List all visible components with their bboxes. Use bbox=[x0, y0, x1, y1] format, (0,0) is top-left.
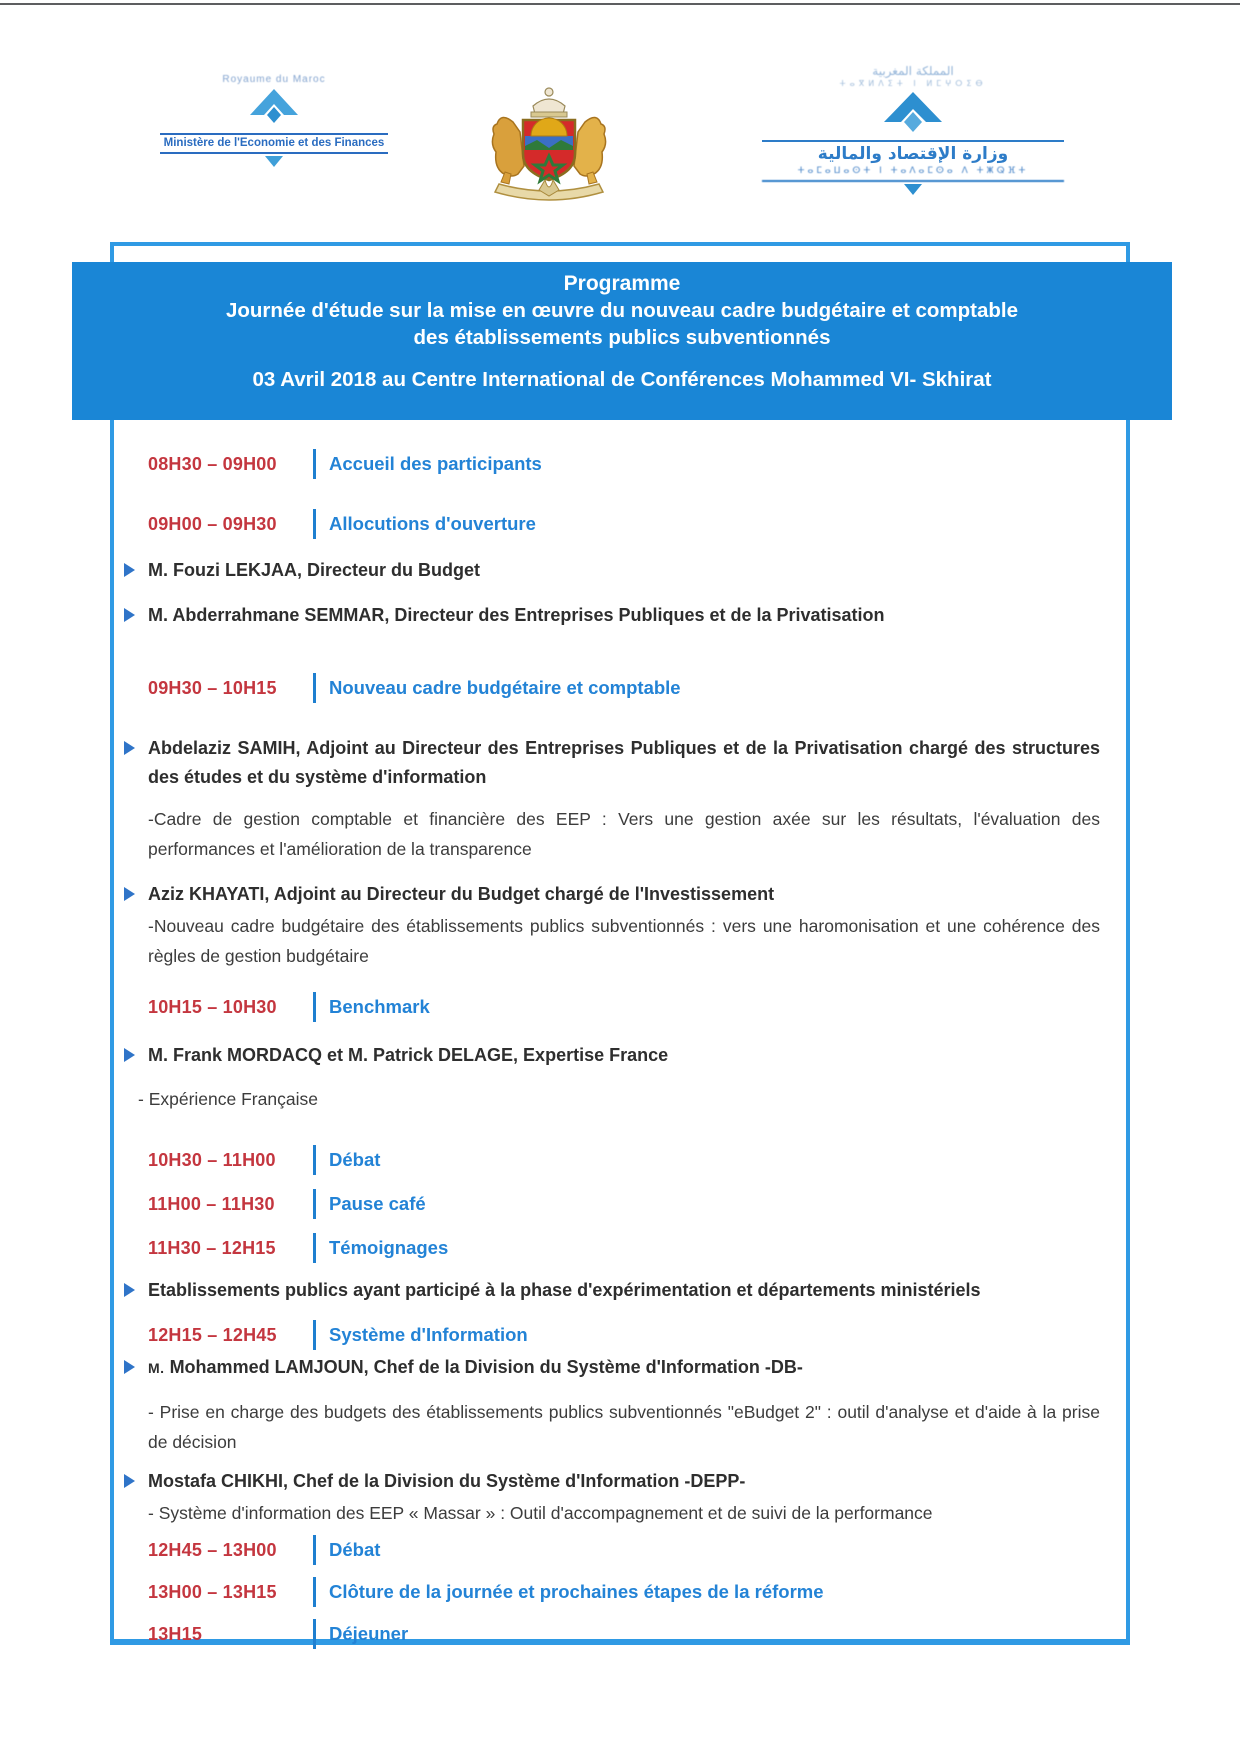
schedule-row-speaker bbox=[148, 1041, 1100, 1070]
schedule-row-session bbox=[148, 1317, 1100, 1353]
schedule-row-session bbox=[148, 1574, 1100, 1610]
session-time: 09H30 – 10H15 bbox=[148, 677, 277, 698]
session-time: 10H15 – 10H30 bbox=[148, 996, 277, 1017]
schedule-row-session bbox=[148, 1230, 1100, 1266]
ministry-logo-ar bbox=[762, 64, 1064, 195]
schedule-row-speaker bbox=[148, 1353, 1100, 1383]
schedule-row-speaker bbox=[148, 601, 1100, 630]
session-label: Pause café bbox=[329, 1193, 426, 1214]
kingdom-of-morocco-tifinagh-text: ⵜⴰⴳⵍⴷⵉⵜ ⵏ ⵍⵎⵖⵔⵉⴱ bbox=[839, 79, 987, 88]
session-time: 10H30 – 11H00 bbox=[148, 1149, 276, 1170]
session-time: 13H00 – 13H15 bbox=[148, 1581, 277, 1602]
session-separator bbox=[313, 1577, 316, 1607]
session-time: 12H45 – 13H00 bbox=[148, 1539, 277, 1560]
schedule-row-session bbox=[148, 989, 1100, 1025]
session-separator bbox=[313, 509, 316, 539]
ministry-diamond-bottom-icon bbox=[265, 156, 283, 167]
page-title: Programme bbox=[563, 272, 681, 295]
schedule-list bbox=[110, 430, 1130, 1652]
arrow-bullet-icon bbox=[124, 1360, 135, 1374]
schedule-row-session bbox=[148, 1186, 1100, 1222]
session-separator bbox=[313, 1619, 316, 1649]
coat-of-arms-morocco bbox=[475, 84, 623, 208]
session-separator bbox=[313, 673, 316, 703]
session-label: Débat bbox=[329, 1539, 381, 1560]
schedule-row-session bbox=[148, 446, 1100, 482]
speaker-title-prefix: M. bbox=[148, 1360, 165, 1376]
session-time: 11H30 – 12H15 bbox=[148, 1237, 276, 1258]
session-label: Système d'Information bbox=[329, 1324, 528, 1345]
schedule-row-note: - Expérience Française bbox=[138, 1089, 318, 1109]
schedule-row-speaker bbox=[148, 1276, 1100, 1305]
schedule-row-note: - Prise en charge des budgets des établissements publics subventionnés "eBudget 2" : outil d'analyse et d'aide à la prise de décision bbox=[148, 1402, 1100, 1452]
arrow-bullet-icon bbox=[124, 563, 135, 577]
session-label: Déjeuner bbox=[329, 1623, 409, 1644]
programme-header bbox=[72, 262, 1172, 420]
schedule-row-session bbox=[148, 670, 1100, 706]
session-time: 13H15 bbox=[148, 1623, 203, 1644]
speaker-name: M. Fouzi LEKJAA, Directeur du Budget bbox=[148, 560, 481, 580]
programme-date-location: 03 Avril 2018 au Centre International de Conférences Mohammed VI- Skhirat bbox=[252, 368, 992, 391]
session-separator bbox=[313, 1233, 316, 1263]
ministry-name-fr: Ministère de l'Economie et des Finances bbox=[160, 133, 388, 154]
programme-subtitle-line1: Journée d'étude sur la mise en œuvre du nouveau cadre budgétaire et comptable bbox=[225, 299, 1019, 322]
session-separator bbox=[313, 1189, 316, 1219]
session-separator bbox=[313, 1535, 316, 1565]
session-label: Benchmark bbox=[329, 996, 430, 1017]
session-label: Débat bbox=[329, 1149, 381, 1170]
session-separator bbox=[313, 1320, 316, 1350]
arrow-bullet-icon bbox=[124, 741, 135, 755]
arrow-bullet-icon bbox=[124, 1048, 135, 1062]
speaker-name: M. Abderrahmane SEMMAR, Directeur des Entreprises Publiques et de la Privatisation bbox=[148, 605, 885, 625]
ministry-diamond-bottom-icon bbox=[904, 184, 922, 195]
arrow-bullet-icon bbox=[124, 887, 135, 901]
schedule-row-speaker bbox=[148, 880, 1100, 909]
speaker-name: Abdelaziz SAMIH, Adjoint au Directeur des Entreprises Publiques et de la Privatisation chargé des structures des études et du système d'information bbox=[148, 738, 1100, 787]
speaker-name: M. Frank MORDACQ et M. Patrick DELAGE, Expertise France bbox=[148, 1045, 669, 1065]
scan-artifact-line bbox=[0, 3, 1240, 5]
programme-subtitle-line2: des établissements publics subventionnés bbox=[413, 326, 831, 349]
ministry-name-arabic: وزارة الإقتصاد والمالية bbox=[762, 140, 1064, 164]
ministry-logo-fr bbox=[160, 74, 388, 167]
arrow-bullet-icon bbox=[124, 1283, 135, 1297]
ministry-diamond-icon bbox=[243, 89, 305, 131]
speaker-name: Etablissements publics ayant participé à la phase d'expérimentation et départements ministériels bbox=[148, 1280, 981, 1300]
schedule-row-note: -Nouveau cadre budgétaire des établissements publics subventionnés : vers une haromonisation et une cohérence des règles de gestion budgétaire bbox=[148, 916, 1100, 966]
kingdom-of-morocco-text: Royaume du Maroc bbox=[222, 74, 326, 85]
schedule-row-speaker bbox=[148, 1467, 1100, 1496]
session-label: Nouveau cadre budgétaire et comptable bbox=[329, 677, 681, 698]
speaker-name: Mostafa CHIKHI, Chef de la Division du Système d'Information -DEPP- bbox=[148, 1471, 746, 1491]
schedule-row-session bbox=[148, 1142, 1100, 1178]
session-separator bbox=[313, 992, 316, 1022]
arrow-bullet-icon bbox=[124, 1474, 135, 1488]
schedule-row-session bbox=[148, 1532, 1100, 1568]
session-time: 12H15 – 12H45 bbox=[148, 1324, 277, 1345]
session-label: Accueil des participants bbox=[329, 453, 542, 474]
arrow-bullet-icon bbox=[124, 608, 135, 622]
speaker-name: Mohammed LAMJOUN, Chef de la Division du Système d'Information -DB- bbox=[164, 1357, 803, 1377]
session-label: Témoignages bbox=[329, 1237, 449, 1258]
schedule-row-session bbox=[148, 506, 1100, 542]
session-time: 08H30 – 09H00 bbox=[148, 453, 277, 474]
session-label: Allocutions d'ouverture bbox=[329, 513, 536, 534]
ministry-name-tifinagh: ⵜⴰⵎⴰⵡⴰⵙⵜ ⵏ ⵜⴰⴷⴰⵎⵙⴰ ⴷ ⵜⵥⵕⴼⵜ bbox=[762, 164, 1064, 182]
schedule-row-speaker bbox=[148, 734, 1100, 792]
session-time: 11H00 – 11H30 bbox=[148, 1193, 275, 1214]
schedule-row-session bbox=[148, 1616, 1100, 1652]
ministry-diamond-icon bbox=[876, 92, 950, 138]
schedule-row-note: -Cadre de gestion comptable et financière des EEP : Vers une gestion axée sur les résultats, l'évaluation des performances et l'amélioration de la transparence bbox=[148, 809, 1100, 859]
session-separator bbox=[313, 449, 316, 479]
session-label: Clôture de la journée et prochaines étapes de la réforme bbox=[329, 1581, 824, 1602]
session-time: 09H00 – 09H30 bbox=[148, 513, 277, 534]
schedule-row-note: - Système d'information des EEP « Massar » : Outil d'accompagnement et de suivi de la performance bbox=[148, 1503, 933, 1523]
kingdom-of-morocco-arabic-text: المملكة المغربية bbox=[872, 64, 954, 78]
speaker-name: Aziz KHAYATI, Adjoint au Directeur du Budget chargé de l'Investissement bbox=[148, 884, 775, 904]
schedule-row-speaker bbox=[148, 556, 1100, 585]
session-separator bbox=[313, 1145, 316, 1175]
